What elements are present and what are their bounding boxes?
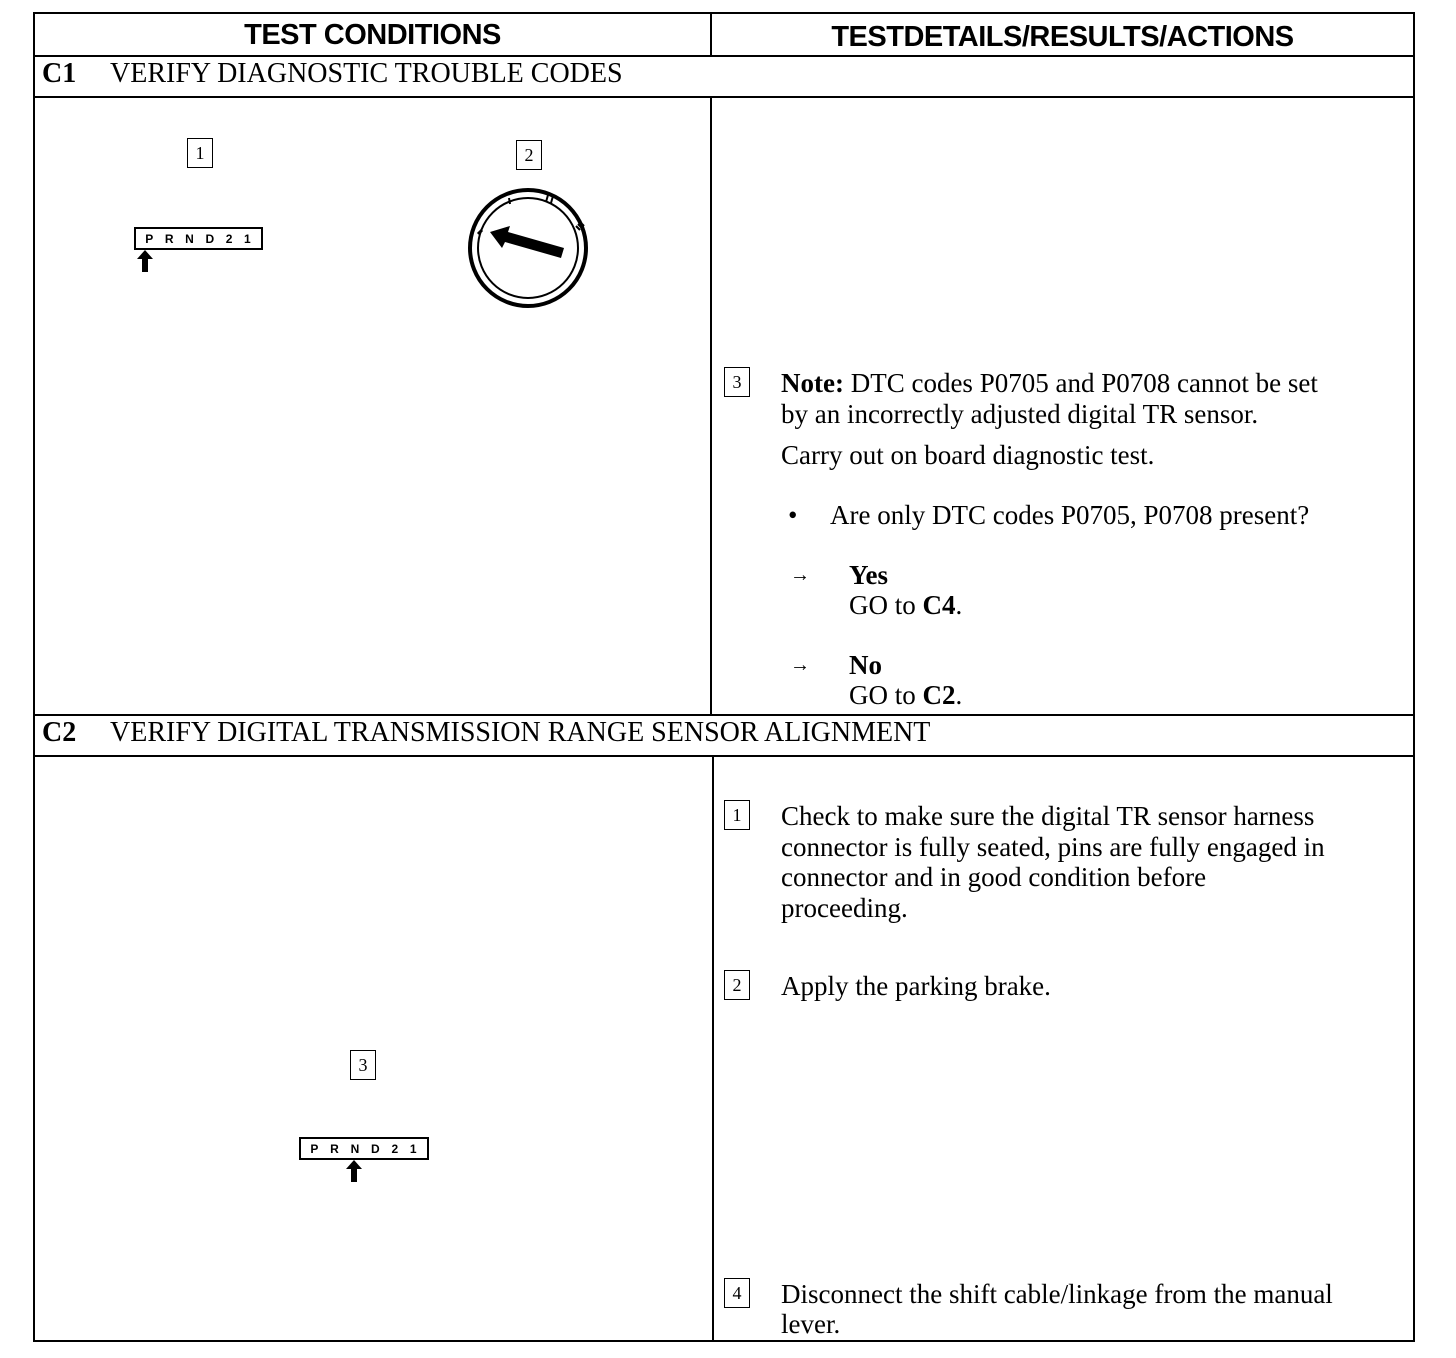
no-target-link[interactable]: C2 <box>922 680 956 710</box>
gear-letter: R <box>164 231 175 246</box>
c2-top-divider <box>33 714 1415 716</box>
c1-title-divider <box>33 96 1415 98</box>
c2-title: VERIFY DIGITAL TRANSMISSION RANGE SENSOR ALIGNMENT <box>110 717 931 748</box>
gear-pointer-arrow-icon <box>345 1159 363 1183</box>
gear-letter: D <box>205 231 216 246</box>
step-number-3: 3 <box>724 367 750 397</box>
yes-go-text: GO to <box>849 590 916 620</box>
c2-section-title <box>42 717 930 749</box>
gear-letter: 2 <box>225 231 234 246</box>
gear-letter: N <box>185 231 195 246</box>
no-action <box>849 680 962 711</box>
gear-letter: 2 <box>391 1141 400 1156</box>
figure-number-1: 1 <box>187 138 213 168</box>
c1-column-divider <box>710 96 712 716</box>
question-bullet: • <box>788 500 798 530</box>
c2-title-divider <box>33 755 1415 757</box>
step1-line-4: proceeding. <box>781 893 908 923</box>
gear-indicator <box>299 1137 429 1160</box>
step-number-2: 2 <box>724 970 750 1000</box>
question-text: Are only DTC codes P0705, P0708 present? <box>830 500 1310 530</box>
note-line-1 <box>781 368 1318 399</box>
step-number-1: 1 <box>724 800 750 830</box>
table-frame <box>33 12 1415 1342</box>
c1-section-title <box>42 58 623 90</box>
carry-out-text: Carry out on board diagnostic test. <box>781 440 1155 470</box>
gear-letter: P <box>145 231 155 246</box>
c2-code: C2 <box>42 717 77 748</box>
step1-line-3: connector and in good condition before <box>781 862 1207 892</box>
no-label: No <box>849 650 882 680</box>
note-line-2: by an incorrectly adjusted digital TR sensor. <box>781 399 1259 429</box>
step2-text: Apply the parking brake. <box>781 971 1051 1001</box>
yes-arrow-icon: → <box>790 564 810 586</box>
gear-indicator <box>134 227 263 250</box>
note-text-1: DTC codes P0705 and P0708 cannot be set <box>850 368 1318 398</box>
figure-number-3: 3 <box>350 1050 376 1080</box>
gear-letter: R <box>330 1141 340 1156</box>
gear-letter: N <box>350 1141 361 1156</box>
yes-target-link[interactable]: C4 <box>922 590 956 620</box>
note-label: Note: <box>781 368 844 398</box>
c1-title: VERIFY DIAGNOSTIC TROUBLE CODES <box>110 58 623 89</box>
step4-line-1: Disconnect the shift cable/linkage from the manual <box>781 1279 1333 1309</box>
header-test-conditions: TEST CONDITIONS <box>244 18 501 51</box>
gear-letter: 1 <box>243 231 252 246</box>
yes-action <box>849 590 962 621</box>
step1-line-1: Check to make sure the digital TR sensor harness <box>781 801 1315 831</box>
no-period: . <box>955 680 963 710</box>
gear-letter: D <box>371 1141 381 1156</box>
step4-line-2: lever. <box>781 1309 841 1339</box>
no-arrow-icon: → <box>790 654 810 676</box>
gear-letter: P <box>310 1141 320 1156</box>
c2-column-divider <box>712 755 714 1342</box>
gear-letter: 1 <box>409 1141 418 1156</box>
c1-code: C1 <box>42 58 77 89</box>
step1-line-2: connector is fully seated, pins are fully engaged in <box>781 832 1325 862</box>
step-number-4: 4 <box>724 1278 750 1308</box>
yes-period: . <box>955 590 963 620</box>
gear-pointer-arrow-icon <box>136 249 154 273</box>
ignition-key-switch-icon <box>462 182 594 310</box>
header-test-details: TESTDETAILS/RESULTS/ACTIONS <box>831 20 1294 53</box>
no-go-text: GO to <box>849 680 916 710</box>
yes-label: Yes <box>849 560 888 590</box>
figure-number-2: 2 <box>516 140 542 170</box>
